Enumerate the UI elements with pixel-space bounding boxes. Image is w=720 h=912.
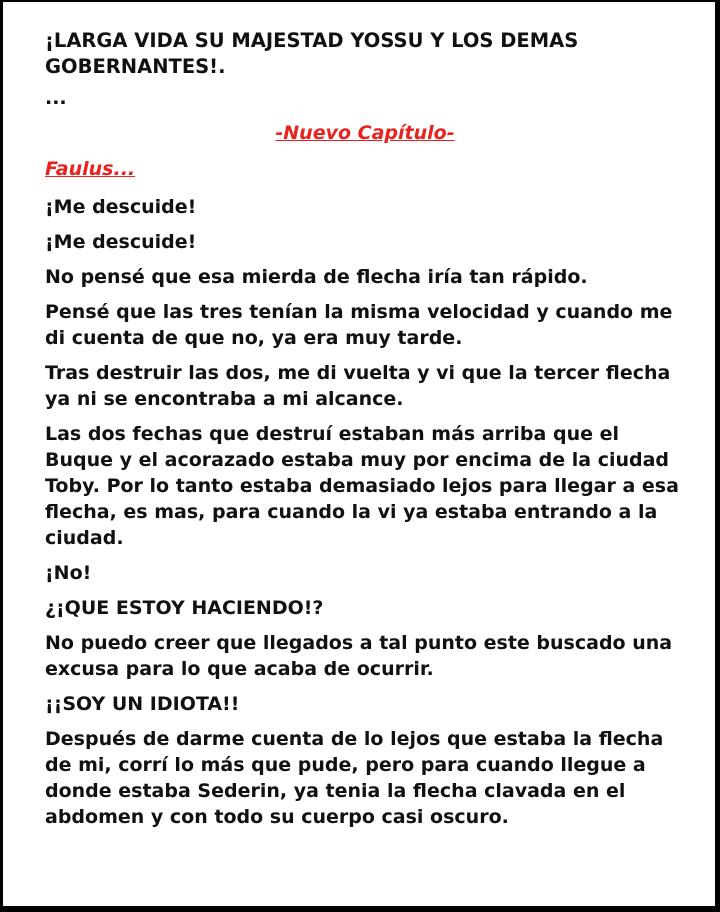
paragraph: ¡Me descuide! (45, 231, 197, 253)
chapter-title: -Nuevo Capítulo- (275, 122, 455, 144)
paragraph: Después de darme cuenta de lo lejos que estaba la flecha de mi, corrí lo más que pude, pero para cuando llegue a donde estaba Sederin, ya tenia la flecha clavada en el abdomen y con todo su cuerpo casi oscuro. (45, 728, 664, 828)
document-body (45, 28, 685, 839)
paragraph: Pensé que las tres tenían la misma velocidad y cuando me di cuenta de que no, ya era muy tarde. (45, 301, 673, 349)
ellipsis: ... (45, 87, 67, 109)
paragraph: ¡No! (45, 562, 92, 584)
paragraph: No pensé que esa mierda de flecha iría tan rápido. (45, 266, 588, 288)
paragraph: ¡¡SOY UN IDIOTA!! (45, 693, 240, 715)
paragraph: ¿¡QUE ESTOY HACIENDO!? (45, 597, 324, 619)
paragraph: No puedo creer que llegados a tal punto este buscado una excusa para lo que acaba de ocurrir. (45, 632, 673, 680)
document-page (3, 2, 715, 906)
document-heading: ¡LARGA VIDA SU MAJESTAD YOSSU Y LOS DEMAS GOBERNANTES!. (45, 29, 579, 78)
paragraph: Tras destruir las dos, me di vuelta y vi que la tercer flecha ya ni se encontraba a mi alcance. (45, 362, 671, 410)
paragraph: Las dos fechas que destruí estaban más arriba que el Buque y el acorazado estaba muy por encima de la ciudad Toby. Por lo tanto estaba demasiado lejos para llegar a esa flecha, es mas, para cuando la vi ya estaba entrando a la ciudad. (45, 423, 679, 549)
paragraph: ¡Me descuide! (45, 196, 197, 218)
speaker-name: Faulus... (45, 158, 136, 180)
